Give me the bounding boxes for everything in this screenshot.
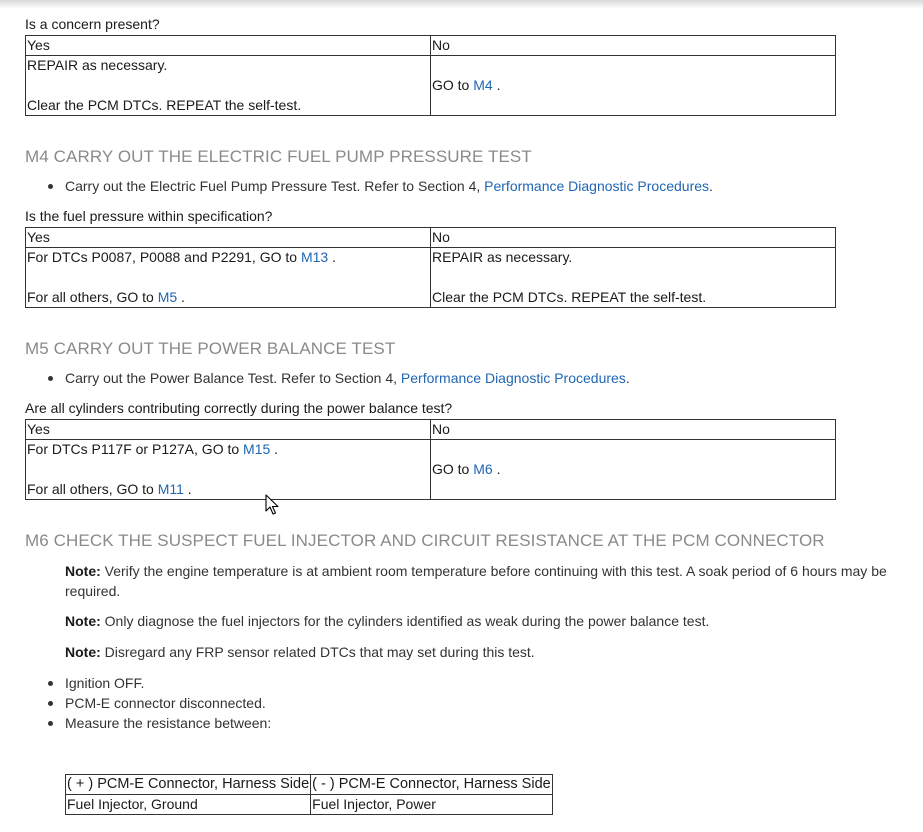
table-row [66, 795, 553, 815]
top-scroll-shadow [0, 0, 923, 9]
pcm-connector-table [65, 774, 553, 815]
column-header-negative: ( - ) PCM-E Connector, Harness Side [311, 775, 553, 795]
yes-suffix: . [270, 441, 279, 457]
note-text: Only diagnose the fuel injectors for the cylinders identified as weak during the power balance test. [100, 613, 710, 629]
yes-text: For all others, GO to [27, 481, 158, 497]
list-item: Measure the resistance between: [25, 713, 271, 733]
answer-table-power-balance [25, 419, 836, 500]
yes-suffix: . [328, 249, 336, 265]
bullet-text: Carry out the Power Balance Test. Refer to Section 4, [65, 370, 401, 386]
step-title-m6: M6 CHECK THE SUSPECT FUEL INJECTOR AND CIRCUIT RESISTANCE AT THE PCM CONNECTOR [25, 531, 825, 550]
bullet-list-m6 [25, 673, 271, 733]
note-text: Disregard any FRP sensor related DTCs that may set during this test. [100, 644, 535, 660]
no-suffix: . [492, 461, 501, 477]
list-item [25, 368, 630, 388]
yes-line: REPAIR as necessary. [27, 57, 168, 73]
no-line: Clear the PCM DTCs. REPEAT the self-test. [432, 289, 707, 305]
no-line: REPAIR as necessary. [432, 249, 573, 265]
no-cell [431, 248, 836, 308]
note-label: Note: [65, 563, 101, 579]
yes-text: For all others, GO to [27, 289, 158, 305]
yes-cell [26, 56, 431, 116]
table-cell: Fuel Injector, Power [311, 795, 553, 815]
note-text: Verify the engine temperature is at ambient room temperature before continuing with this test. A soak period of 6 hours may be required. [65, 563, 887, 599]
yes-cell [26, 248, 431, 308]
column-header-positive: ( + ) PCM-E Connector, Harness Side [66, 775, 311, 795]
bullet-text: Carry out the Electric Fuel Pump Pressure Test. Refer to Section 4, [65, 178, 485, 194]
no-suffix: . [492, 77, 501, 93]
yes-header: Yes [26, 420, 431, 440]
no-header: No [431, 228, 836, 248]
step-title-m5: M5 CARRY OUT THE POWER BALANCE TEST [25, 339, 396, 358]
note-label: Note: [65, 644, 101, 660]
bullet-list-m4 [25, 176, 713, 196]
bullet-suffix: . [625, 370, 630, 386]
yes-suffix: . [183, 481, 192, 497]
note-label: Note: [65, 613, 101, 629]
link-m11[interactable]: M11 [157, 481, 184, 497]
link-m15[interactable]: M15 [243, 441, 271, 457]
list-item: Ignition OFF. [25, 673, 271, 693]
bullet-suffix: . [709, 178, 713, 194]
question-concern-present: Is a concern present? [25, 16, 160, 32]
list-item [25, 176, 713, 196]
bullet-list-m5 [25, 368, 630, 388]
yes-cell [26, 440, 431, 500]
yes-text: For DTCs P117F or P127A, GO to [27, 441, 244, 457]
question-cylinders-contributing: Are all cylinders contributing correctly during the power balance test? [25, 400, 453, 416]
link-performance-diagnostic-procedures[interactable]: Performance Diagnostic Procedures [484, 178, 710, 194]
link-m4[interactable]: M4 [473, 77, 493, 93]
table-cell: Fuel Injector, Ground [66, 795, 311, 815]
no-cell [431, 440, 836, 500]
link-m13[interactable]: M13 [300, 249, 329, 265]
link-performance-diagnostic-procedures[interactable]: Performance Diagnostic Procedures [400, 370, 626, 386]
note-diagnose-weak-injectors [65, 611, 910, 631]
no-text: GO to [432, 77, 474, 93]
link-m6[interactable]: M6 [473, 461, 493, 477]
link-m5[interactable]: M5 [157, 289, 178, 305]
step-title-m4: M4 CARRY OUT THE ELECTRIC FUEL PUMP PRESSURE TEST [25, 147, 532, 166]
note-ambient-temperature [65, 561, 910, 601]
list-item: PCM-E connector disconnected. [25, 693, 271, 713]
yes-header: Yes [26, 36, 431, 56]
no-cell [431, 56, 836, 116]
no-header: No [431, 36, 836, 56]
answer-table-fuel-pressure [25, 227, 836, 308]
yes-header: Yes [26, 228, 431, 248]
mouse-pointer-icon [265, 494, 279, 516]
note-disregard-frp-dtcs [65, 642, 910, 662]
no-header: No [431, 420, 836, 440]
yes-line: Clear the PCM DTCs. REPEAT the self-test. [27, 97, 302, 113]
no-text: GO to [432, 461, 474, 477]
yes-text: For DTCs P0087, P0088 and P2291, GO to [27, 249, 301, 265]
answer-table-concern [25, 35, 836, 116]
question-fuel-pressure: Is the fuel pressure within specification? [25, 208, 273, 224]
yes-suffix: . [177, 289, 185, 305]
